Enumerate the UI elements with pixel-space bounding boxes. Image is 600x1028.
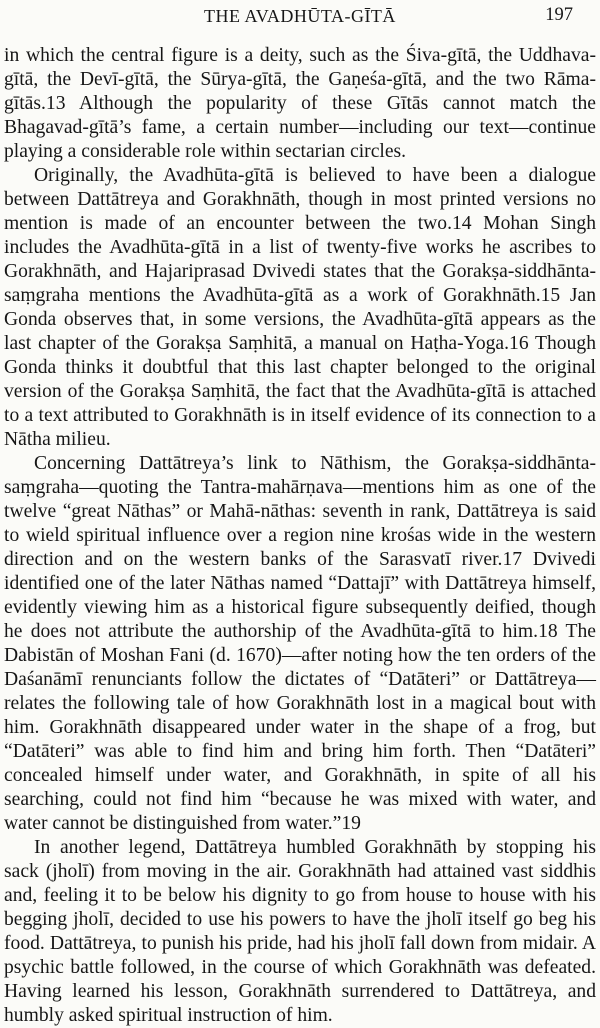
page-number: 197 [545, 5, 573, 25]
paragraph: in which the central figure is a deity, such as the Śiva-gītā, the Uddhava-gītā, the Devī-gītā, the Sūrya-gītā, the Gaṇeśa-gītā, and the two Rāma-gītās.13 Although the popularity of these Gītās cannot match the Bhagavad-gītā’s fame, a certain number—including our text—continue playing a considerable role within sectarian circles. [4, 45, 596, 162]
paragraph: Concerning Dattātreya’s link to Nāthism, the Gorakṣa-siddhānta-saṃgraha—quoting the Tantra-mahārṇava—mentions him as one of the twelve “great Nāthas” or Mahā-nāthas: seventh in rank, Dattātreya is said to wield spiritual influence over a region nine krośas wide in the western direction and on the western banks of the Sarasvatī river.17 Dvivedi identified one of the later Nāthas named “Dattajī” with Dattātreya himself, evidently viewing him as a historical figure subsequently deified, though he does not attribute the authorship of the Avadhūta-gītā to him.18 The Dabistān of Moshan Fani (d. 1670)—after noting how the ten orders of the Daśanāmī renunciants follow the dictates of “Datāteri” or Dattātreya—relates the following tale of how Gorakhnāth lost in a magical bout with him. Gorakhnāth disappeared under water in the shape of a frog, but “Datāteri” was able to find him and bring him forth. Then “Datāteri” concealed himself under water, and Gorakhnāth, in spite of all his searching, could not find him “because he was mixed with water, and water cannot be distinguished from water.”19 [4, 453, 596, 834]
running-head: THE AVADHŪTA-GĪTĀ [204, 6, 396, 26]
paragraph: In another legend, Dattātreya humbled Gorakhnāth by stopping his sack (jholī) from moving in the air. Gorakhnāth had attained vast siddhis and, feeling it to be below his dignity to go from house to house with his begging jholī, decided to use his powers to have the jholī itself go beg his food. Dattātreya, to punish his pride, had his jholī fall down from midair. A psychic battle followed, in the course of which Gorakhnāth was defeated. Having learned his lesson, Gorakhnāth surrendered to Dattātreya, and humbly asked spiritual instruction of him. [4, 837, 596, 1026]
body-text [4, 44, 596, 1028]
page-header [0, 4, 600, 34]
paragraph: Originally, the Avadhūta-gītā is believed to have been a dialogue between Dattātreya and Gorakhnāth, though in most printed versions no mention is made of an encounter between the two.14 Mohan Singh includes the Avadhūta-gītā in a list of twenty-five works he ascribes to Gorakhnāth, and Hajariprasad Dvivedi states that the Gorakṣa-siddhānta-saṃgraha mentions the Avadhūta-gītā as a work of Gorakhnāth.15 Jan Gonda observes that, in some versions, the Avadhūta-gītā appears as the last chapter of the Gorakṣa Saṃhitā, a manual on Haṭha-Yoga.16 Though Gonda thinks it doubtful that this last chapter belonged to the original version of the Gorakṣa Saṃhitā, the fact that the Avadhūta-gītā is attached to a text attributed to Gorakhnāth is in itself evidence of its connection to a Nātha milieu. [4, 165, 596, 450]
